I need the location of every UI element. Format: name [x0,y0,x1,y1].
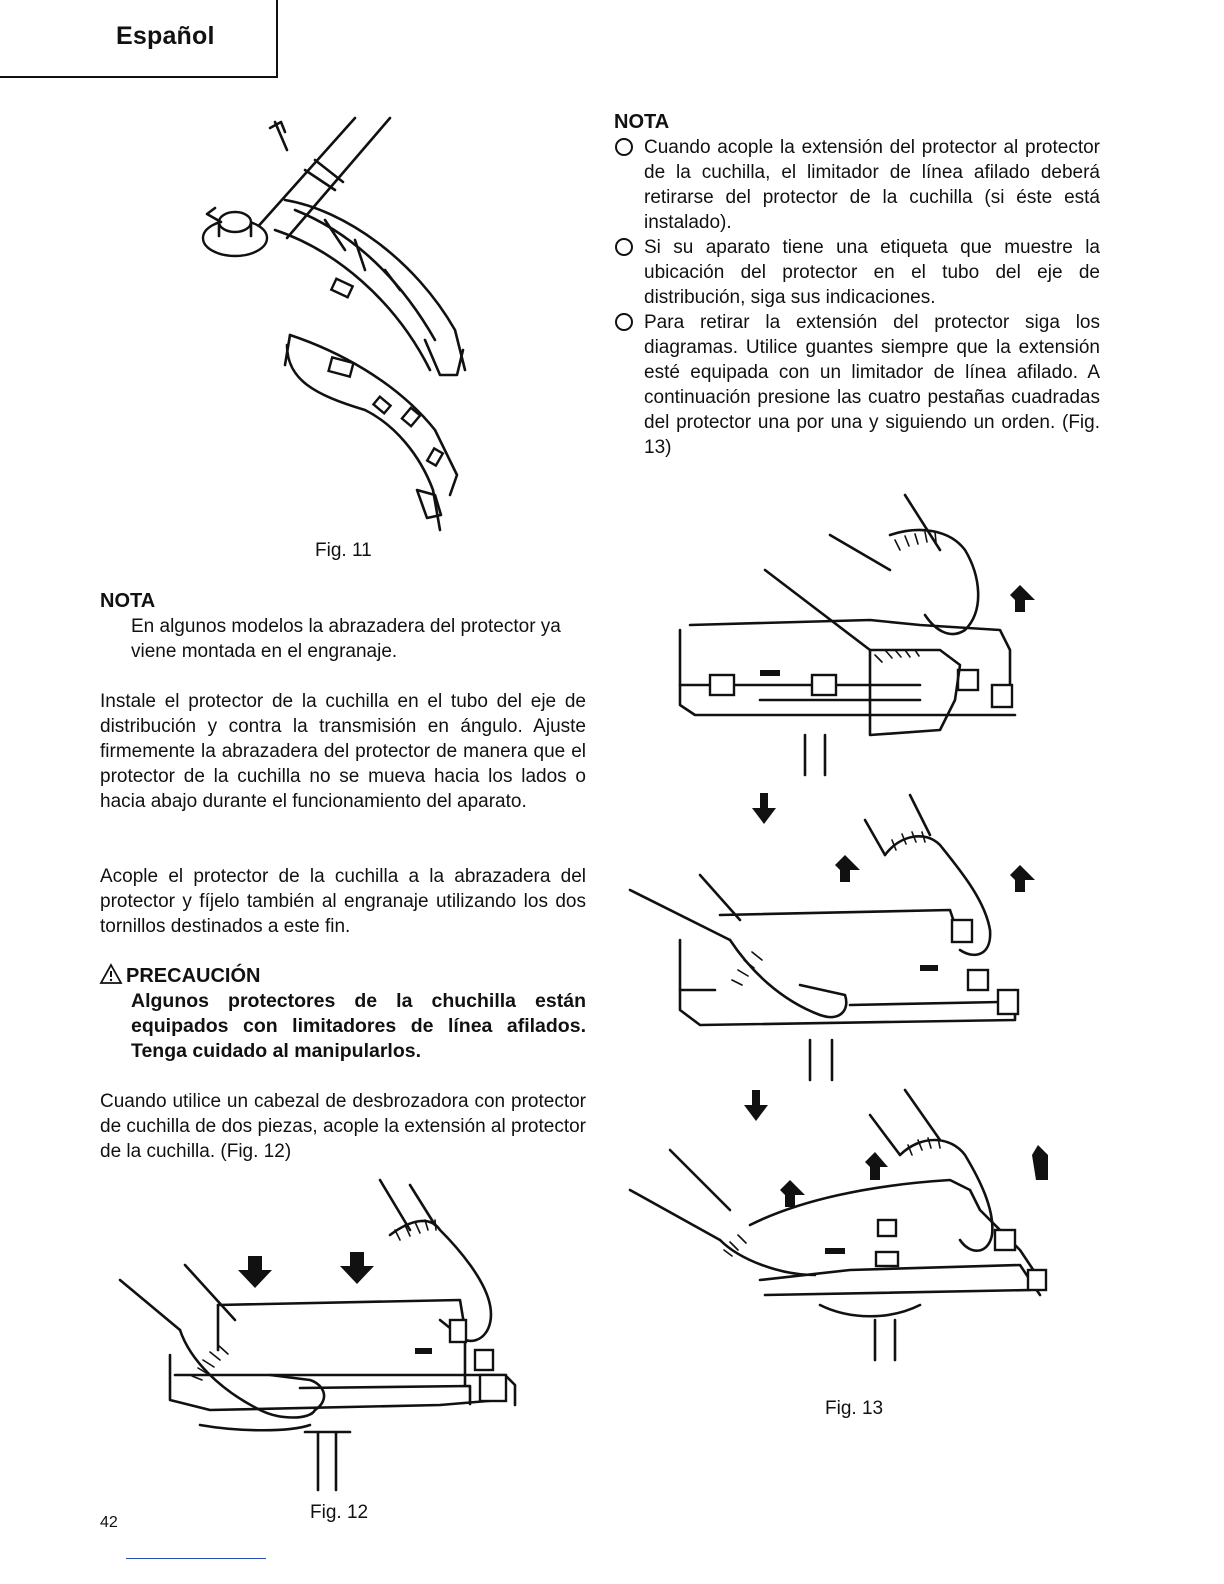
list-item [614,235,1100,310]
language-tab [0,0,278,78]
install-paragraph: Instale el protector de la cuchilla en el tubo del eje de distribución y contra la transmisión en ángulo. Ajuste firmemente la abrazadera del protector de manera que el protector de la cuchilla no se mueva hacia los lados o hacia abajo durante el funcionamiento del aparato. [100,691,586,812]
fig11-caption: Fig. 11 [315,540,372,561]
language-label: Español [116,22,215,50]
caution-heading-label: PRECAUCIÓN [126,965,261,987]
bullet-text: Si su aparato tiene una etiqueta que muestre la ubicación del protector en el tubo del eje de distribución, siga sus indicaciones. [644,237,1100,308]
right-nota-list [614,135,1100,460]
left-nota-heading: NOTA [100,590,156,612]
caution-text: Algunos protectores de la chuchilla están equipados con limitadores de línea afilados. Tenga cuidado al manipularlos. [131,990,586,1062]
trimmer-head-paragraph: Cuando utilice un cabezal de desbrozadora con protector de cuchilla de dos piezas, acople la extensión al protector de la cuchilla. (Fig. 12) [100,1091,586,1162]
left-nota-text: En algunos modelos la abrazadera del protector ya viene montada en el engranaje. [131,616,561,662]
fig12-caption: Fig. 12 [310,1502,369,1523]
list-item [614,310,1100,460]
caution-heading [100,964,260,989]
page-number: 42 [100,1514,118,1531]
circle-bullet-icon [615,238,633,256]
attach-paragraph: Acople el protector de la cuchilla a la abrazadera del protector y fíjelo también al engranaje utilizando los dos tornillos destinados a este fin. [100,866,586,937]
circle-bullet-icon [615,138,633,156]
bullet-text: Para retirar la extensión del protector siga los diagramas. Utilice guantes siempre que la extensión esté equipada con un limitador de línea afilado. A continuación presione las cuatro pestañas cuadradas del protector una por una y siguiendo un orden. (Fig. 13) [644,312,1100,458]
right-nota-heading: NOTA [614,111,670,133]
fig11-illustration [195,110,485,540]
list-item [614,135,1100,235]
fig12-illustration [110,1170,540,1495]
footer-rule [126,1558,266,1559]
bullet-text: Cuando acople la extensión del protector al protector de la cuchilla, el limitador de línea afilado deberá retirarse del protector de la cuchilla (si éste está instalado). [644,137,1100,233]
fig13-caption: Fig. 13 [825,1398,884,1419]
warning-triangle-icon [100,964,122,984]
fig13-illustration [620,490,1070,1390]
circle-bullet-icon [615,313,633,331]
